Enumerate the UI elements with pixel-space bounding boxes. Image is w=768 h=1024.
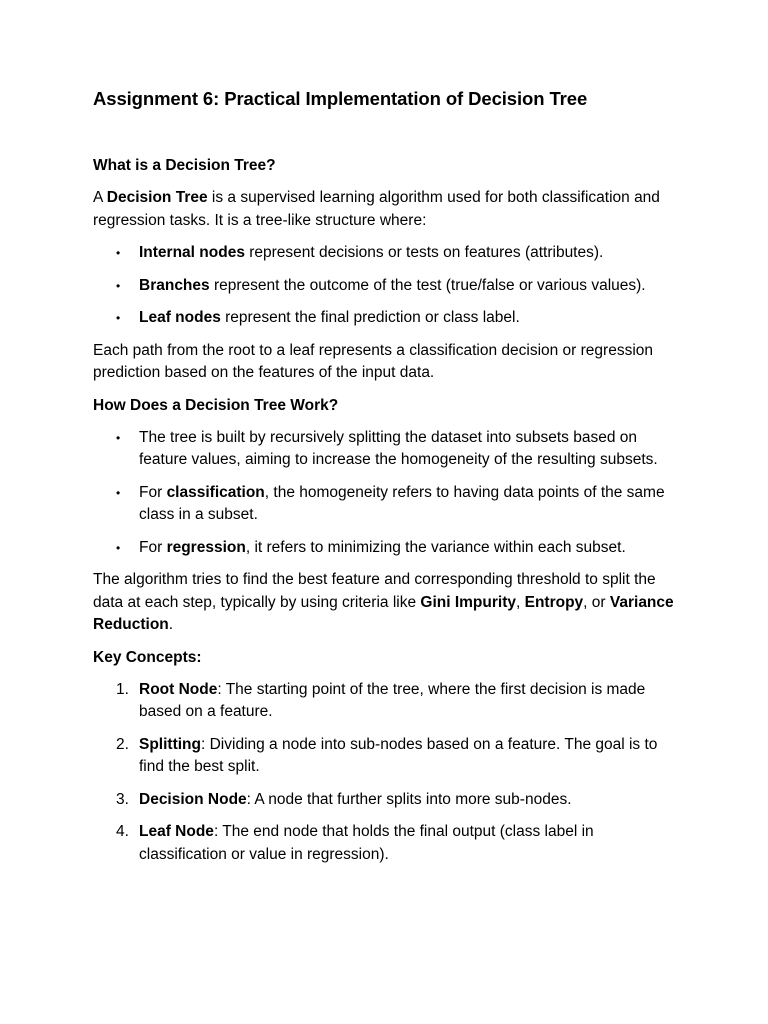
list-number: 4. bbox=[116, 823, 129, 840]
list-item: • Branches represent the outcome of the test (true/false or various values). bbox=[93, 275, 683, 298]
list-item: • For classification, the homogeneity refers to having data points of the same class in a subset. bbox=[116, 483, 665, 523]
list-number: 1. bbox=[116, 680, 129, 698]
document-page bbox=[93, 86, 683, 876]
list-item: 1. Root Node: The starting point of the tree, where the first decision is made based on a feature. bbox=[116, 680, 646, 720]
list-item: • Internal nodes represent decisions or tests on features (attributes). bbox=[93, 242, 683, 265]
intro-paragraph: A Decision Tree is a supervised learning algorithm used for both classification and regression tasks. It is a tree-like structure where: bbox=[93, 189, 660, 229]
section-heading-concepts: Key Concepts: bbox=[93, 648, 202, 666]
list-number: 2. bbox=[116, 735, 129, 753]
bullet-icon: • bbox=[116, 430, 121, 445]
list-item: • Leaf nodes represent the final prediction or class label. bbox=[93, 307, 683, 330]
list-item: 4. Leaf Node: The end node that holds the final output (class label in classification or value in regression). bbox=[116, 823, 594, 863]
document-title: Assignment 6: Practical Implementation of Decision Tree bbox=[93, 88, 588, 109]
what-outro-paragraph: Each path from the root to a leaf represents a classification decision or regression prediction based on the features of the input data. bbox=[93, 341, 654, 381]
section-heading-what: What is a Decision Tree? bbox=[93, 157, 276, 174]
list-item: • The tree is built by recursively splitting the dataset into subsets based on feature values, aiming to increase the homogeneity of the resulting subsets. bbox=[116, 428, 658, 468]
list-number: 3. bbox=[116, 790, 129, 808]
what-bullet-list bbox=[93, 242, 683, 330]
section-heading-how: How Does a Decision Tree Work? bbox=[93, 396, 339, 414]
concepts-numbered-list bbox=[93, 679, 683, 867]
bullet-icon: • bbox=[116, 540, 121, 555]
how-bullet-list bbox=[93, 427, 683, 560]
algorithm-paragraph: The algorithm tries to find the best feature and corresponding threshold to split the data at each step, typically by using criteria like Gini Impurity, Entropy, or Variance Reduction. bbox=[93, 571, 674, 633]
list-item: 3. Decision Node: A node that further splits into more sub-nodes. bbox=[93, 789, 683, 812]
list-item: 2. Splitting: Dividing a node into sub-nodes based on a feature. The goal is to find the best split. bbox=[116, 735, 658, 775]
bullet-icon: • bbox=[116, 311, 121, 325]
bullet-icon: • bbox=[116, 278, 121, 293]
list-item: • For regression, it refers to minimizing the variance within each subset. bbox=[93, 537, 683, 560]
bullet-icon: • bbox=[116, 246, 121, 260]
bullet-icon: • bbox=[116, 485, 121, 500]
